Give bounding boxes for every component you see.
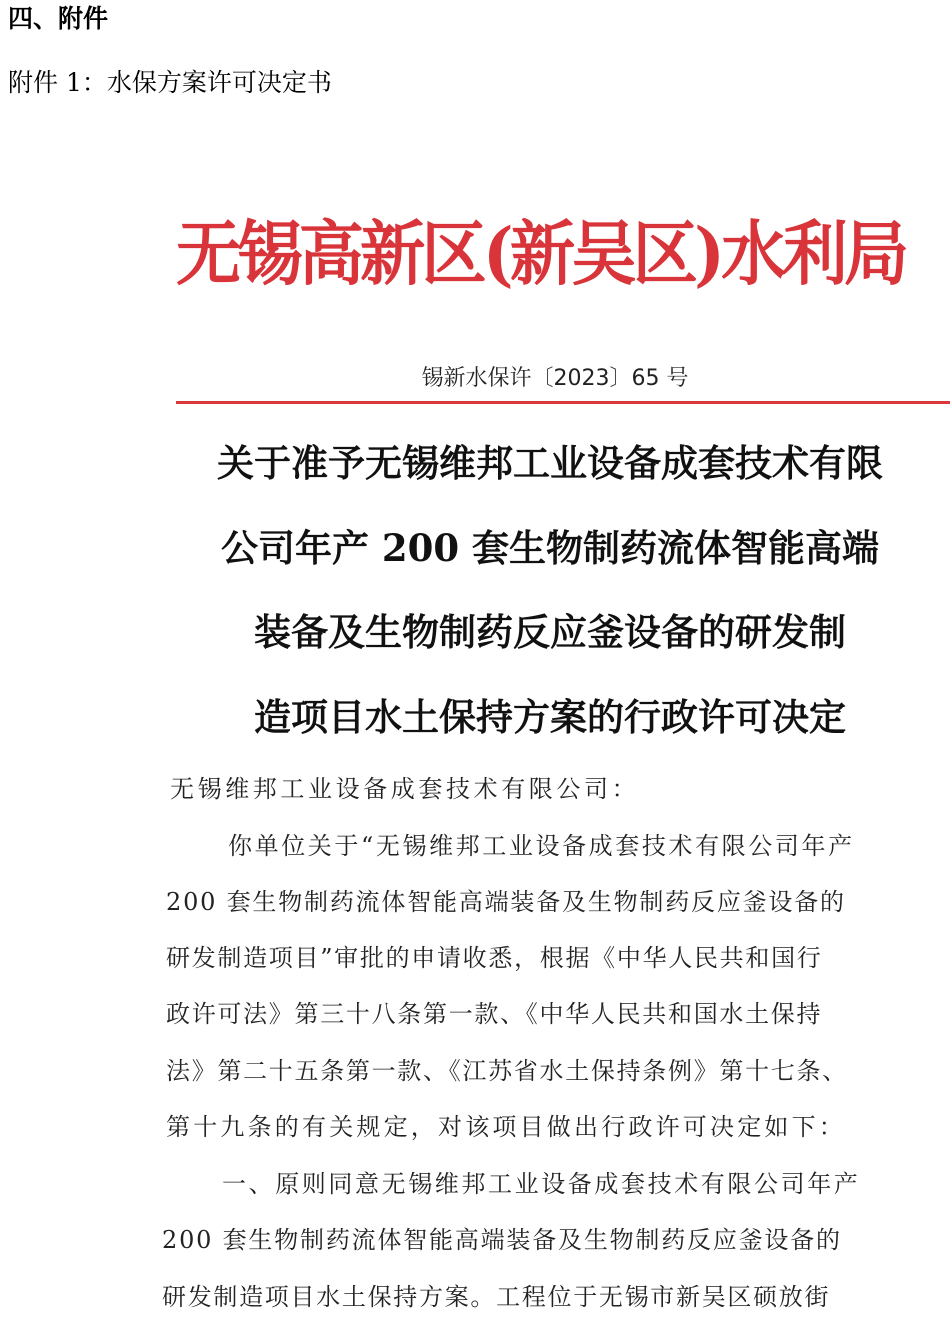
red-divider-line [176,401,950,404]
body-line: 法》第二十五条第一款、《江苏省水土保持条例》第十七条、 [166,1057,848,1085]
body-line: 一、原则同意无锡维邦工业设备成套技术有限公司年产 [222,1170,861,1198]
body-line: 200 套生物制药流体智能高端装备及生物制药反应釜设备的 [166,888,846,916]
attachment-label: 附件 1：水保方案许可决定书 [8,68,332,97]
body-line: 你单位关于“无锡维邦工业设备成套技术有限公司年产 [228,832,855,860]
document-title-line: 关于准予无锡维邦工业设备成套技术有限 [217,441,883,485]
document-title-line: 公司年产 200 套生物制药流体智能高端 [221,526,879,570]
scanned-document [0,130,950,1343]
body-line: 政许可法》第三十八条第一款、《中华人民共和国水土保持 [166,1000,823,1028]
body-line: 200 套生物制药流体智能高端装备及生物制药反应釜设备的 [162,1226,842,1254]
body-line: 第十九条的有关规定，对该项目做出行政许可决定如下： [166,1113,846,1141]
document-title-line: 造项目水土保持方案的行政许可决定 [254,695,846,739]
section-heading: 四、附件 [8,4,109,33]
letterhead: 无锡高新区(新吴区)水利局 [176,212,906,295]
body-line: 研发制造项目水土保持方案。工程位于无锡市新吴区硕放街 [162,1283,831,1311]
body-line: 研发制造项目”审批的申请收悉，根据《中华人民共和国行 [166,944,823,972]
document-title-line: 装备及生物制药反应釜设备的研发制 [254,610,846,654]
document-number: 锡新水保许〔2023〕65 号 [421,366,689,391]
body-line-addressee: 无锡维邦工业设备成套技术有限公司： [170,775,640,803]
